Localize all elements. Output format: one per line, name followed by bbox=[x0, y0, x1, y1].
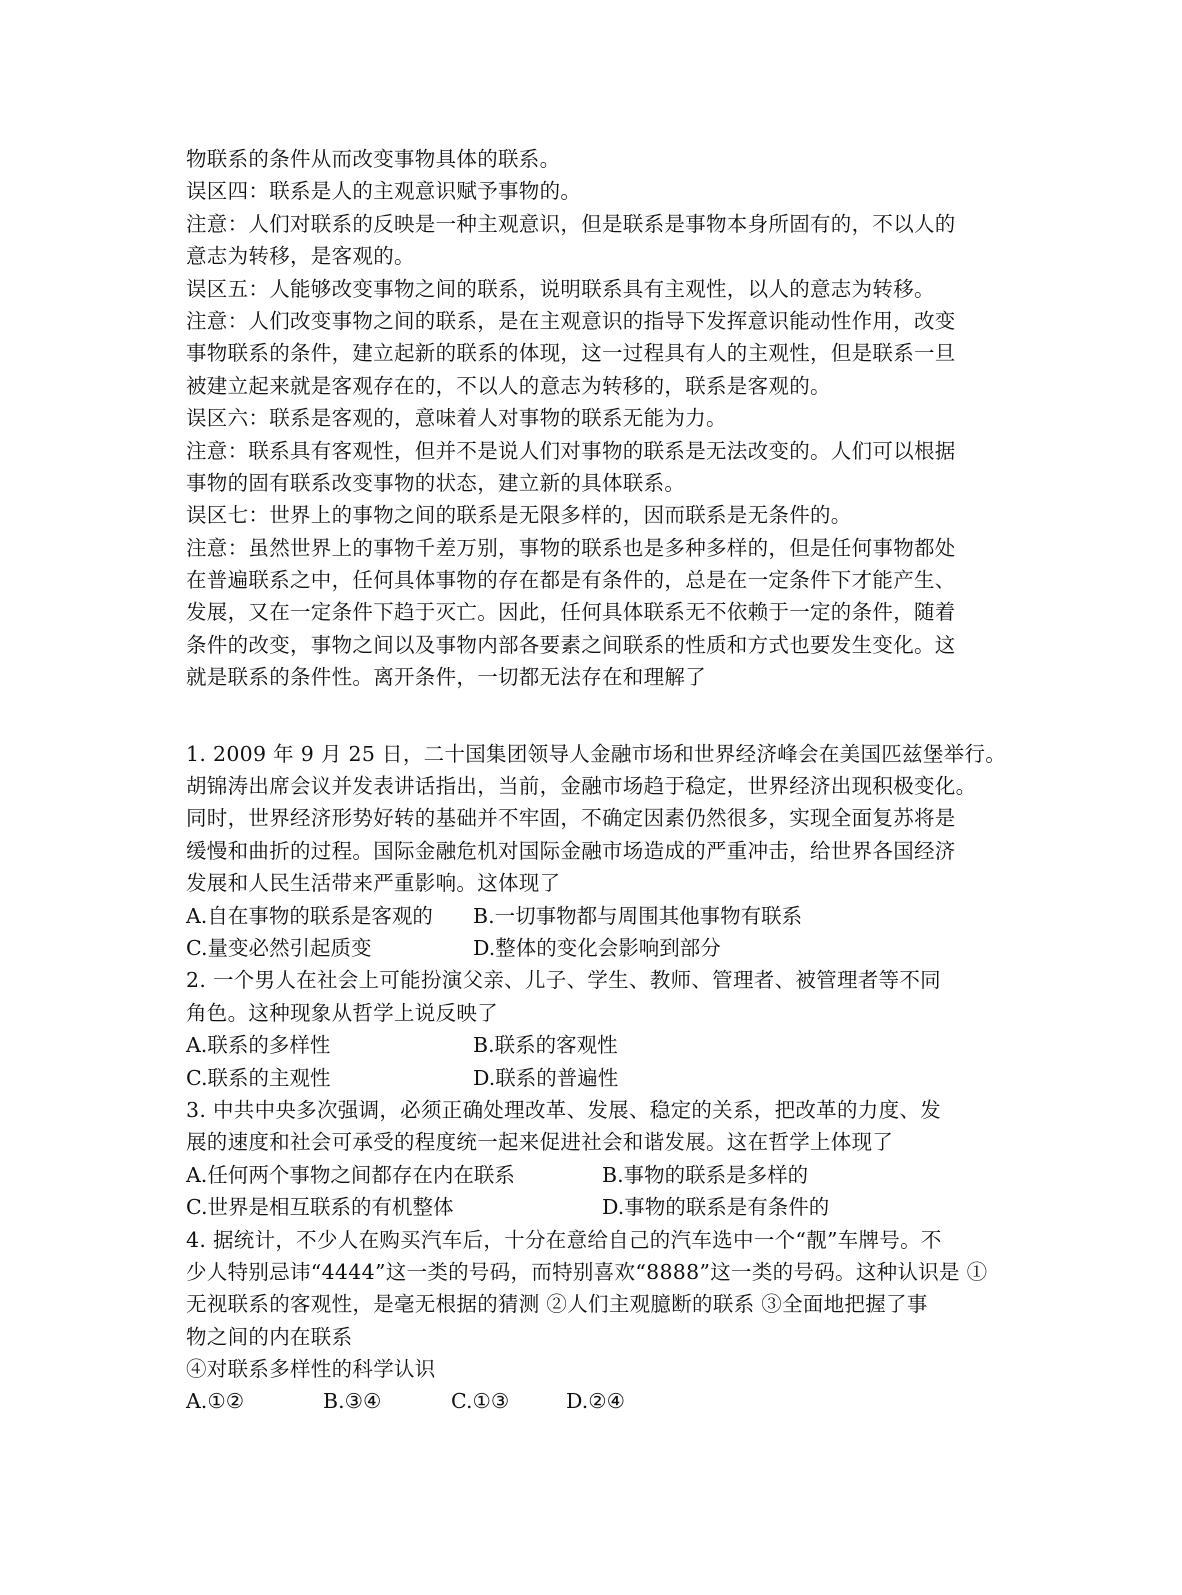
question-text-line: 角色。这种现象从哲学上说反映了 bbox=[186, 1000, 498, 1025]
text-line: 误区七：世界上的事物之间的联系是无限多样的，因而联系是无条件的。 bbox=[186, 503, 852, 528]
option-a: A.任何两个事物之间都存在内在联系 bbox=[186, 1162, 515, 1187]
notes-section bbox=[186, 143, 986, 694]
option-a: A.①② bbox=[186, 1389, 245, 1414]
options-row bbox=[186, 900, 986, 932]
document-page bbox=[186, 143, 1007, 1418]
text-line: 注意：虽然世界上的事物千差万别，事物的联系也是多种多样的，但是任何事物都处 bbox=[186, 535, 956, 560]
option-d: D.联系的普遍性 bbox=[473, 1065, 619, 1090]
question-text-line: 少人特别忌讳“4444”这一类的号码，而特别喜欢“8888”这一类的号码。这种认识是 ① bbox=[186, 1259, 988, 1284]
question-text-line: 4. 据统计，不少人在购买汽车后，十分在意给自己的汽车选中一个“靓”车牌号。不 bbox=[186, 1227, 942, 1252]
option-d: D.整体的变化会影响到部分 bbox=[473, 935, 721, 960]
text-line: 发展，又在一定条件下趋于灭亡。因此，任何具体联系无不依赖于一定的条件，随着 bbox=[186, 600, 956, 625]
options-row bbox=[186, 1159, 986, 1191]
question-text-line: ④对联系多样性的科学认识 bbox=[186, 1357, 436, 1382]
option-c: C.世界是相互联系的有机整体 bbox=[186, 1195, 454, 1220]
text-line: 误区五：人能够改变事物之间的联系，说明联系具有主观性，以人的意志为转移。 bbox=[186, 276, 935, 301]
text-line: 就是联系的条件性。离开条件，一切都无法存在和理解了 bbox=[186, 665, 706, 690]
text-line: 注意：联系具有客观性，但并不是说人们对事物的联系是无法改变的。人们可以根据 bbox=[186, 438, 956, 463]
text-line: 注意：人们对联系的反映是一种主观意识，但是联系是事物本身所固有的，不以人的 bbox=[186, 211, 956, 236]
text-line: 物联系的条件从而改变事物具体的联系。 bbox=[186, 147, 561, 171]
question-text-line: 缓慢和曲折的过程。国际金融危机对国际金融市场造成的严重冲击，给世界各国经济 bbox=[186, 838, 956, 863]
options-row bbox=[186, 1191, 986, 1223]
question-1 bbox=[186, 738, 1007, 965]
question-text-line: 物之间的内在联系 bbox=[186, 1324, 353, 1349]
question-2 bbox=[186, 964, 986, 1094]
option-d: D.事物的联系是有条件的 bbox=[602, 1195, 830, 1220]
text-line: 条件的改变，事物之间以及事物内部各要素之间联系的性质和方式也要发生变化。这 bbox=[186, 632, 956, 657]
text-line: 注意：人们改变事物之间的联系，是在主观意识的指导下发挥意识能动性作用，改变 bbox=[186, 308, 956, 333]
text-line: 意志为转移，是客观的。 bbox=[186, 244, 415, 269]
text-line: 误区六：联系是客观的，意味着人对事物的联系无能为力。 bbox=[186, 406, 727, 431]
question-text-line: 展的速度和社会可承受的程度统一起来促进社会和谐发展。这在哲学上体现了 bbox=[186, 1130, 894, 1155]
option-b: B.③④ bbox=[323, 1389, 382, 1414]
text-line: 事物的固有联系改变事物的状态，建立新的具体联系。 bbox=[186, 470, 686, 495]
text-line: 事物联系的条件，建立起新的联系的体现，这一过程具有人的主观性，但是联系一旦 bbox=[186, 341, 956, 366]
question-text-line: 无视联系的客观性，是毫无根据的猜测 ②人们主观臆断的联系 ③全面地把握了事 bbox=[186, 1292, 928, 1317]
text-line: 被建立起来就是客观存在的，不以人的意志为转移的，联系是客观的。 bbox=[186, 373, 831, 398]
question-text-line: 同时，世界经济形势好转的基础并不牢固，不确定因素仍然很多，实现全面复苏将是 bbox=[186, 806, 956, 831]
question-text-line: 胡锦涛出席会议并发表讲话指出，当前，金融市场趋于稳定，世界经济出现积极变化。 bbox=[186, 774, 977, 799]
options-row bbox=[186, 1385, 986, 1417]
question-4 bbox=[186, 1224, 986, 1418]
section-gap bbox=[186, 694, 986, 738]
text-line: 误区四：联系是人的主观意识赋予事物的。 bbox=[186, 179, 582, 204]
option-b: B.联系的客观性 bbox=[473, 1033, 618, 1058]
question-text-line: 1. 2009 年 9 月 25 日，二十国集团领导人金融市场和世界经济峰会在美国匹兹堡举行。 bbox=[186, 741, 1007, 766]
option-b: B.一切事物都与周围其他事物有联系 bbox=[473, 903, 803, 928]
option-c: C.量变必然引起质变 bbox=[186, 935, 372, 960]
option-a: A.自在事物的联系是客观的 bbox=[186, 903, 433, 928]
options-row bbox=[186, 1029, 986, 1061]
question-text-line: 2. 一个男人在社会上可能扮演父亲、儿子、学生、教师、管理者、被管理者等不同 bbox=[186, 968, 941, 993]
text-line: 在普遍联系之中，任何具体事物的存在都是有条件的，总是在一定条件下才能产生、 bbox=[186, 568, 956, 593]
question-text-line: 发展和人民生活带来严重影响。这体现了 bbox=[186, 871, 561, 896]
option-b: B.事物的联系是多样的 bbox=[602, 1162, 809, 1187]
options-row bbox=[186, 1062, 986, 1094]
option-d: D.②④ bbox=[566, 1389, 625, 1414]
options-row bbox=[186, 932, 986, 964]
option-c: C.联系的主观性 bbox=[186, 1065, 331, 1090]
option-c: C.①③ bbox=[451, 1389, 510, 1414]
option-a: A.联系的多样性 bbox=[186, 1033, 331, 1058]
question-text-line: 3. 中共中央多次强调，必须正确处理改革、发展、稳定的关系，把改革的力度、发 bbox=[186, 1097, 941, 1122]
question-3 bbox=[186, 1094, 986, 1224]
